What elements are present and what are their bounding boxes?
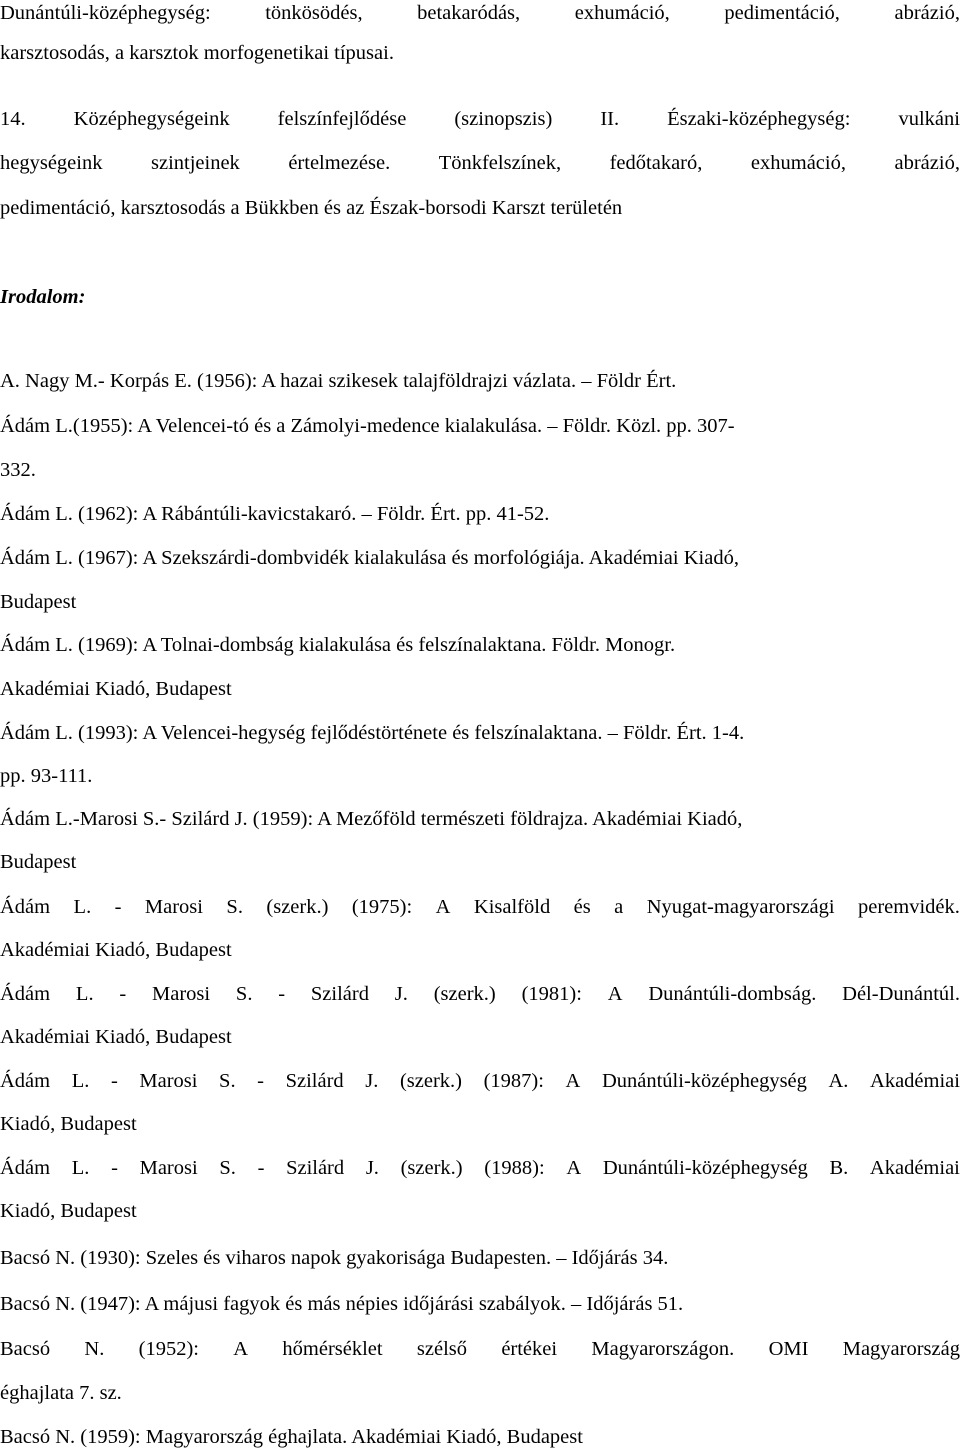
word: N. <box>84 1338 105 1360</box>
word: A <box>566 1157 582 1179</box>
word: Magyarországon. <box>591 1338 735 1360</box>
word: S. <box>235 983 253 1005</box>
word: Ádám <box>0 896 51 918</box>
lit-entry-7: Ádám L.-Marosi S.- Szilárd J. (1959): A Mezőföld természeti földrajza. Akadémiai Kiadó, <box>0 808 743 830</box>
word: A. <box>828 1070 849 1092</box>
word: L. <box>73 896 92 918</box>
word: S. <box>219 1157 236 1179</box>
item14-line-3: pedimentáció, karsztosodás a Bükkben és az Észak-borsodi Karszt területén <box>0 197 623 219</box>
word: szélső <box>416 1338 468 1360</box>
word: értelmezése. <box>288 152 391 174</box>
word: - <box>111 1157 118 1179</box>
word: J. <box>365 1070 379 1092</box>
item14-line-1 <box>0 106 960 132</box>
word: A <box>233 1338 249 1360</box>
word: Marosi <box>144 896 203 918</box>
word: Északi-középhegység: <box>667 108 851 130</box>
word: Dunántúli-középhegység: <box>0 2 211 24</box>
word: Dél-Dunántúl. <box>842 983 960 1005</box>
word: L. <box>71 1157 90 1179</box>
word: Tönkfelszínek, <box>438 152 562 174</box>
word: S. <box>226 896 243 918</box>
word: exhumáció, <box>574 2 670 24</box>
word: Ádám <box>0 1070 51 1092</box>
word: Középhegységeink <box>73 108 230 130</box>
word: A <box>607 983 623 1005</box>
word: felszínfejlődése <box>277 108 407 130</box>
word: Kisalföld <box>473 896 551 918</box>
word: - <box>114 896 122 918</box>
word: Szilárd <box>310 983 369 1005</box>
word: II. <box>600 108 620 130</box>
word: - <box>119 983 127 1005</box>
word: L. <box>71 1070 90 1092</box>
word: Dunántúli-középhegység <box>602 1157 808 1179</box>
word: tönkösödés, <box>265 2 363 24</box>
word: hőmérséklet <box>282 1338 383 1360</box>
word: (szerk.) <box>433 983 496 1005</box>
word: Akadémiai <box>869 1157 960 1179</box>
lit-entry-14 <box>0 1336 960 1362</box>
lit-entry-3: Ádám L. (1962): A Rábántúli-kavicstakaró. – Földr. Ért. pp. 41-52. <box>0 503 550 525</box>
word: Marosi <box>139 1157 198 1179</box>
word: (1975): <box>351 896 413 918</box>
word: J. <box>394 983 408 1005</box>
word: értékei <box>501 1338 558 1360</box>
word: Magyarország <box>842 1338 960 1360</box>
word: a <box>614 896 624 918</box>
word: Szilárd <box>285 1070 344 1092</box>
lit-entry-11-cont: Kiadó, Budapest <box>0 1200 137 1222</box>
word: A <box>435 896 451 918</box>
word: hegységeink <box>0 152 103 174</box>
word: B. <box>829 1157 849 1179</box>
word: Bacsó <box>0 1338 51 1360</box>
word: és <box>573 896 591 918</box>
lit-entry-9 <box>0 981 960 1007</box>
word: - <box>257 1157 265 1179</box>
literature-heading: Irodalom: <box>0 286 86 308</box>
item13-line-1 <box>0 0 960 26</box>
lit-entry-12: Bacsó N. (1930): Szeles és viharos napok gyakorisága Budapesten. – Időjárás 34. <box>0 1247 669 1269</box>
item14-line-2 <box>0 150 960 176</box>
word: abrázió, <box>894 152 960 174</box>
word: vulkáni <box>898 108 960 130</box>
word: (1987): <box>483 1070 544 1092</box>
lit-entry-5: Ádám L. (1969): A Tolnai-dombság kialakulása és felszínalaktana. Földr. Monogr. <box>0 634 676 656</box>
word: (szerk.) <box>399 1070 462 1092</box>
word: Dunántúli-dombság. <box>648 983 817 1005</box>
word: (1988): <box>484 1157 545 1179</box>
word: OMI <box>768 1338 809 1360</box>
word: peremvidék. <box>857 896 960 918</box>
lit-entry-2: Ádám L.(1955): A Velencei-tó és a Zámolyi-medence kialakulása. – Földr. Közl. pp. 307- <box>0 415 735 437</box>
word: betakaródás, <box>417 2 521 24</box>
lit-entry-8 <box>0 894 960 920</box>
lit-entry-14-cont: éghajlata 7. sz. <box>0 1382 122 1404</box>
word: (szerk.) <box>400 1157 463 1179</box>
lit-entry-10-cont: Kiadó, Budapest <box>0 1113 137 1135</box>
word: fedőtakaró, <box>609 152 703 174</box>
lit-entry-4: Ádám L. (1967): A Szekszárdi-dombvidék kialakulása és morfológiája. Akadémiai Kiadó, <box>0 547 739 569</box>
word: szintjeinek <box>151 152 240 174</box>
word: pedimentáció, <box>724 2 840 24</box>
lit-entry-4-cont: Budapest <box>0 591 77 613</box>
lit-entry-10 <box>0 1068 960 1094</box>
word: Marosi <box>139 1070 198 1092</box>
lit-entry-5-cont: Akadémiai Kiadó, Budapest <box>0 678 232 700</box>
lit-entry-2-cont: 332. <box>0 459 36 481</box>
word: abrázió, <box>894 2 960 24</box>
word: (1981): <box>521 983 582 1005</box>
word: (szinopszis) <box>454 108 553 130</box>
word: exhumáció, <box>750 152 846 174</box>
lit-entry-1: A. Nagy M.- Korpás E. (1956): A hazai szikesek talajföldrajzi vázlata. – Földr Ért. <box>0 370 677 392</box>
lit-entry-15: Bacsó N. (1959): Magyarország éghajlata. Akadémiai Kiadó, Budapest <box>0 1426 583 1448</box>
word: Szilárd <box>286 1157 345 1179</box>
word: S. <box>219 1070 236 1092</box>
word: - <box>110 1070 118 1092</box>
item13-line-2: karsztosodás, a karsztok morfogenetikai típusai. <box>0 42 394 64</box>
lit-entry-8-cont: Akadémiai Kiadó, Budapest <box>0 939 232 961</box>
word: Nyugat-magyarországi <box>646 896 835 918</box>
word: - <box>278 983 286 1005</box>
word: J. <box>365 1157 379 1179</box>
word: Marosi <box>152 983 211 1005</box>
word: (1952): <box>138 1338 199 1360</box>
lit-entry-9-cont: Akadémiai Kiadó, Budapest <box>0 1026 232 1048</box>
word: Akadémiai <box>870 1070 960 1092</box>
word: (szerk.) <box>266 896 329 918</box>
word: - <box>257 1070 264 1092</box>
word: A <box>565 1070 581 1092</box>
word: Ádám <box>0 1157 51 1179</box>
lit-entry-11 <box>0 1155 960 1181</box>
word: Dunántúli-középhegység <box>601 1070 807 1092</box>
lit-entry-13: Bacsó N. (1947): A májusi fagyok és más népies időjárási szabályok. – Időjárás 51. <box>0 1293 684 1315</box>
word: Ádám <box>0 983 51 1005</box>
word: 14. <box>0 108 26 130</box>
lit-entry-7-cont: Budapest <box>0 851 77 873</box>
lit-entry-6: Ádám L. (1993): A Velencei-hegység fejlődéstörténete és felszínalaktana. – Földr. Ért. 1-4. <box>0 722 745 744</box>
lit-entry-6-cont: pp. 93-111. <box>0 765 93 787</box>
word: L. <box>75 983 94 1005</box>
